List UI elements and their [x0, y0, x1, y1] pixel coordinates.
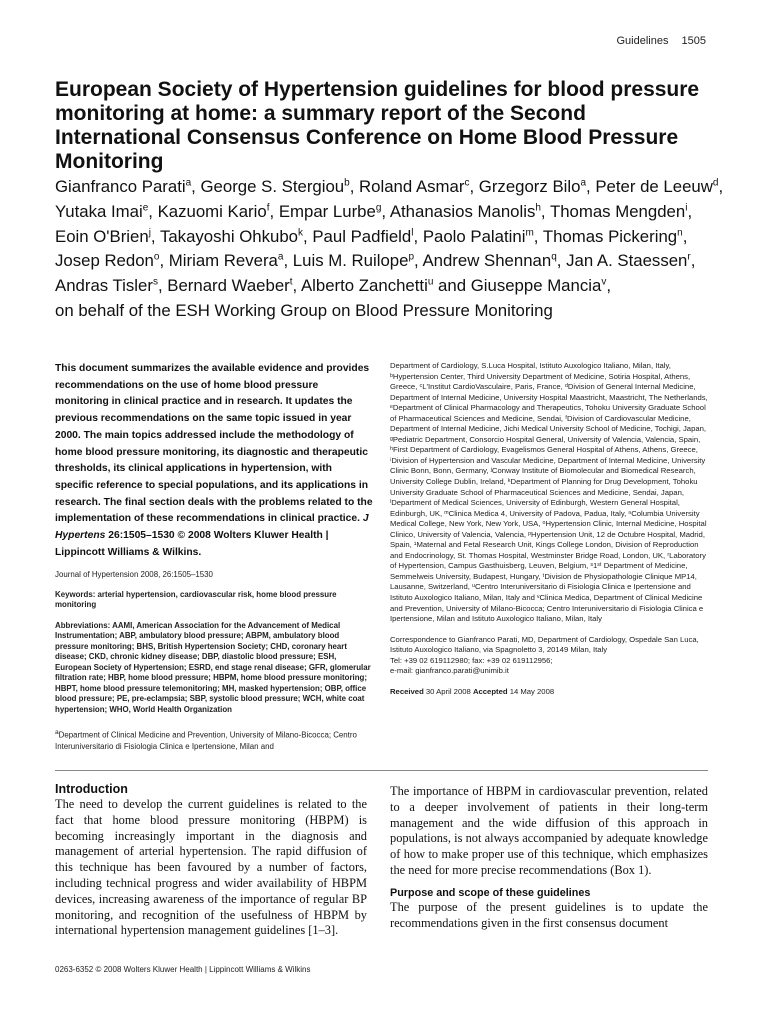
author-affiliation-marker: i [685, 202, 688, 214]
author-name: Thomas Pickering [542, 226, 678, 246]
author-name: Grzegorz Bilo [478, 177, 581, 196]
author [423, 227, 534, 246]
author-affiliation-marker: s [152, 276, 158, 288]
author-name: Eoin O'Brien [55, 226, 149, 246]
author [279, 202, 382, 221]
author-name: Thomas Mengden [549, 201, 686, 221]
abbreviations-text: AAMI, American Association for the Advancement of Medical Instrumentation; ABP, ambulatory blood pressure; ABPM, ambulatory blood pressure monitoring; BHS, British Hypertension Society; CHD, coronary heart disease; CKD, chronic kidney disease; DBP, diastolic blood pressure; ESH, European Society of Hypertension; ESRD, end stage renal disease; GFR, glomerular filtration rate; HBP, home blood pressure; HBPM, home blood pressure monitoring; HBPT, home blood pressure telemonitoring; MH, masked hypertension; OBP, office blood pressure; PE, pre-eclampsia; SBP, systolic blood pressure; WCH, white coat hypertension; WHO, World Health Organization [55, 620, 371, 714]
author-affiliation-marker: o [153, 251, 160, 263]
author-affiliation-marker: h [535, 202, 541, 214]
author-name: Andrew Shennan [422, 251, 552, 271]
author [200, 177, 349, 196]
author-name: Jan A. Staessen [566, 251, 688, 271]
summary-citation: 26:1505–1530 © 2008 Wolters Kluwer Health | Lippincott Williams & Wilkins. [55, 530, 329, 558]
correspondence-phone: Tel: +39 02 619112980; fax: +39 02 619112956; [390, 655, 553, 665]
purpose-heading: Purpose and scope of these guidelines [390, 886, 591, 899]
author-affiliation-marker: a [185, 177, 192, 189]
correspondence [390, 635, 708, 677]
author-name: Kazuomi Kario [157, 201, 267, 221]
author-name: Yutaka Imai [55, 201, 143, 221]
author [167, 276, 292, 295]
author-affiliation-marker: b [344, 177, 350, 189]
accepted-date: 14 May 2008 [509, 686, 555, 696]
author-affiliation-marker: t [289, 276, 293, 288]
author-name: Takayoshi Ohkubo [159, 226, 299, 246]
running-head-section: Guidelines [616, 35, 669, 47]
department-footnote-text: Department of Clinical Medicine and Prevention, University of Milano-Bicocca; Centro Interuniversitario di Fisiologia Clinica e Ipertensione, Milan and [55, 731, 357, 751]
author [158, 202, 270, 221]
left-front-matter [55, 361, 373, 752]
keywords [55, 590, 373, 611]
author [479, 177, 586, 196]
right-body-section [390, 784, 708, 931]
author [390, 202, 541, 221]
author-name: Miriam Revera [168, 251, 278, 271]
running-head [616, 35, 706, 47]
author [471, 276, 607, 295]
author [160, 227, 303, 246]
author-name: Gianfranco Parati [55, 177, 186, 196]
department-footnote [55, 728, 373, 752]
author [359, 177, 469, 196]
introduction-section [55, 782, 367, 939]
author [293, 251, 414, 270]
author-name: Luis M. Ruilope [292, 251, 409, 271]
abbreviations-label: Abbreviations: [55, 620, 111, 630]
author-affiliation-marker: l [411, 227, 414, 238]
author [169, 251, 284, 270]
author-affiliation-marker: n [677, 227, 683, 238]
author-list: Gianfranco Parati$^a$, George S. Stergiou$^b$, Roland Asmar$^c$, Grzegorz Bilo$^a$, Peter de Leeuw$^d$, Yutaka Imai$^e$, Kazuomi Kario$^f$, Empar Lurbe$^g$, Athanasios Manolis$^h$, Thomas Mengden$^i$, Eoin O'Brien$^j$, Takayoshi Ohkubo$^k$, Paul Padfield$^l$, Paolo Palatini$^m$, Thomas Pickering$^n$, Josep Redon$^o$, Miriam Revera$^a$, Luis M. Ruilope$^p$, Andrew Shennan$^q$, Jan A. Staessen$^r$, Andras Tisler$^s$, Bernard Waeber$^t$, Alberto Zanchetti$^u$ and Giuseppe Mancia$^v$, on behalf of the ESH Working Group on Blood Pressure Monitoring [55, 177, 724, 320]
author-affiliation-marker: u [427, 276, 434, 288]
author [55, 251, 159, 270]
article-title: European Society of Hypertension guidelines for blood pressure monitoring at home: a summary report of the Second International Consensus Conference on Home Blood Pressure Monitoring [55, 78, 700, 173]
section-divider [55, 770, 708, 771]
author-name: Alberto Zanchetti [300, 276, 428, 296]
summary-abstract [55, 361, 373, 561]
keywords-text: arterial hypertension, cardiovascular risk, home blood pressure monitoring [55, 589, 337, 610]
right-front-matter [390, 361, 708, 697]
department-footnote-marker: a [55, 729, 59, 737]
authors-working-group: on behalf of the ESH Working Group on Blood Pressure Monitoring [55, 300, 553, 320]
author [566, 251, 691, 270]
journal-citation-line: Journal of Hypertension 2008, 26:1505–1530 [55, 570, 213, 580]
affiliations: Department of Cardiology, S.Luca Hospital, Istituto Auxologico Italiano, Milan, Italy, ᵇHypertension Center, Third University Department of Medicine, Sotiria Hospital, Athens, Greece, ᶜL'Institut CardioVasculaire, Paris, France, ᵈDivision of General Internal Medicine, Department of Internal Medicine, University Hospital Maastricht, Maastricht, The Netherlands, ᵉDepartment of Clinical Pharmacology and Therapeutics, Tohoku University Graduate School of Pharmaceutical Sciences and Medicine, Sendai, ᶠDivision of Cardiovascular Medicine, Department of Internal Medicine, Jichi Medical University School of Medicine, Tochigi, Japan, ᵍPediatric Department, Consorcio Hospital General, University of Valencia, Valencia, Spain, ʰFirst Department of Cardiology, Evagelismos General Hospital of Athens, Athens, Greece, ⁱDivision of Hypertension and Vascular Medicine, Department of Internal Medicine, University Clinic Bonn, Bonn, Germany, ʲConway Institute of Biomolecular and Biomedical Research, University College Dublin, Ireland, ᵏDepartment of Planning for Drug Development, Tohoku University Graduate School of Pharmaceutical Sciences and Medicine, Sendai, Japan, ˡDepartment of Medical Sciences, University of Edinburgh, Western General Hospital, Edinburgh, UK, ᵐClinica Medica 4, University of Padova, Padua, Italy, ⁿColumbia University Medical College, New York, New York, USA, ᵒHypertension Clinic, Internal Medicine, Hospital Clinico, University of Valencia, Valencia, ᵖHypertension Unit, 12 de Octubre Hospital, Madrid, Spain, ¹Maternal and Fetal Research Unit, Kings College London, Division of Reproduction and Endocrinology, St. Thomas Hospital, Westminster Bridge Road, London, UK, ʳLaboratory of Hypertension, Campus Gasthuisberg, Leuven, Belgium, ˢ1ˢᵗ Department of Medicine, Semmelweis University, Budapest, Hungary, ᵗDivision de Physiopathologie Clinique MP14, Lausanne, Switzerland, ᵘCentro Interuniversitario di Fisiologia Clinica e Ipertensione and Istituto Auxologico Italiano, Milan, Italy and ᵛClinica Medica, Department of Clinical Medicine and Prevention, University of Milano-Bicocca; Centro Interuniversitario di Fisiologia Clinica e Ipertensione, Milan and Istituto Auxologico Italiano, Milan, Italy [390, 361, 708, 624]
hbpm-importance-paragraph: The importance of HBPM in cardiovascular prevention, related to a deeper involvement of patients in their long-term management and the wide diffusion of this approach in populations, is not always accompanied by adequate knowledge of how to make proper use of this technique, which emphasizes the need for more precise recommendations (Box 1). [390, 784, 708, 877]
received-date: 30 April 2008 [425, 686, 471, 696]
purpose-text: The purpose of the present guidelines is to update the recommendations given in the first consensus document [390, 899, 708, 930]
author [55, 276, 158, 295]
author [55, 202, 148, 221]
author-affiliation-marker: v [601, 276, 607, 288]
author [312, 227, 413, 246]
author-affiliation-marker: g [375, 202, 382, 214]
author [55, 177, 191, 196]
author-affiliation-marker: d [712, 177, 719, 189]
author-affiliation-marker: p [408, 251, 415, 263]
author [55, 227, 151, 246]
author-name: Bernard Waeber [167, 276, 290, 296]
author-affiliation-marker: e [142, 202, 149, 214]
author-name: Andras Tisler [55, 276, 153, 296]
received-label: Received [390, 686, 424, 696]
author-affiliation-marker: c [464, 177, 470, 189]
keywords-label: Keywords: [55, 589, 96, 599]
author-name: Roland Asmar [359, 177, 465, 196]
correspondence-address: Correspondence to Gianfranco Parati, MD, Department of Cardiology, Ospedale San Luca, Istituto Auxologico Italiano, via Spagnoletto 3, 20149 Milan, Italy [390, 634, 699, 655]
author-name: Athanasios Manolis [389, 201, 536, 221]
abbreviations [55, 621, 373, 716]
author-affiliation-marker: r [687, 251, 691, 263]
author-affiliation-marker: k [298, 227, 304, 238]
author-affiliation-marker: a [580, 177, 586, 189]
introduction-heading: Introduction [55, 782, 128, 796]
author-affiliation-marker: m [525, 227, 534, 238]
author-name: Paul Padfield [312, 226, 412, 246]
author-affiliation-marker: q [551, 251, 557, 263]
author-name: Josep Redon [55, 251, 154, 271]
author [301, 276, 433, 295]
author [422, 251, 556, 270]
author-affiliation-marker: j [148, 227, 151, 238]
author-affiliation-marker: f [266, 202, 270, 214]
author-conjunction: and [433, 276, 471, 296]
author-affiliation-marker: a [277, 251, 284, 263]
copyright-footer: 0263-6352 © 2008 Wolters Kluwer Health | Lippincott Williams & Wilkins [55, 965, 311, 974]
accepted-label: Accepted [472, 686, 508, 696]
summary-text: This document summarizes the available evidence and provides recommendations on the use of home blood pressure monitoring in clinical practice and in research. It updates the previous recommendations on the same topic issued in year 2000. The main topics addressed include the methodology of home blood pressure monitoring, its diagnostic and therapeutic thresholds, its clinical applications in hypertension, with specific reference to special populations, and its applications in research. The final section deals with the problems related to the implementation of these recommendations in clinical practice. [55, 363, 373, 525]
author-name: Peter de Leeuw [595, 177, 713, 196]
page-number: 1505 [681, 35, 706, 47]
received-dates [390, 687, 708, 698]
author-name: Paolo Palatini [422, 226, 526, 246]
summary-journal: J Hypertens [55, 513, 369, 542]
introduction-text: The need to develop the current guidelines is related to the fact that home blood pressure monitoring (HBPM) is becoming increasingly important in the diagnosis and management of arterial hypertension. The rapid diffusion of this technique has been favoured by a number of factors, including technical progress and wider availability of HBPM devices, increasing awareness of the importance of regular BP monitoring, and recognition of the usefulness of HBPM by international hypertension management guidelines [1–3]. [55, 797, 367, 938]
author [550, 202, 688, 221]
author-name: Giuseppe Mancia [470, 276, 602, 296]
author-name: George S. Stergiou [200, 177, 345, 196]
correspondence-email: e-mail: gianfranco.parati@unimib.it [390, 666, 509, 676]
author-name: Empar Lurbe [278, 201, 376, 221]
author [595, 177, 718, 196]
author [543, 227, 683, 246]
